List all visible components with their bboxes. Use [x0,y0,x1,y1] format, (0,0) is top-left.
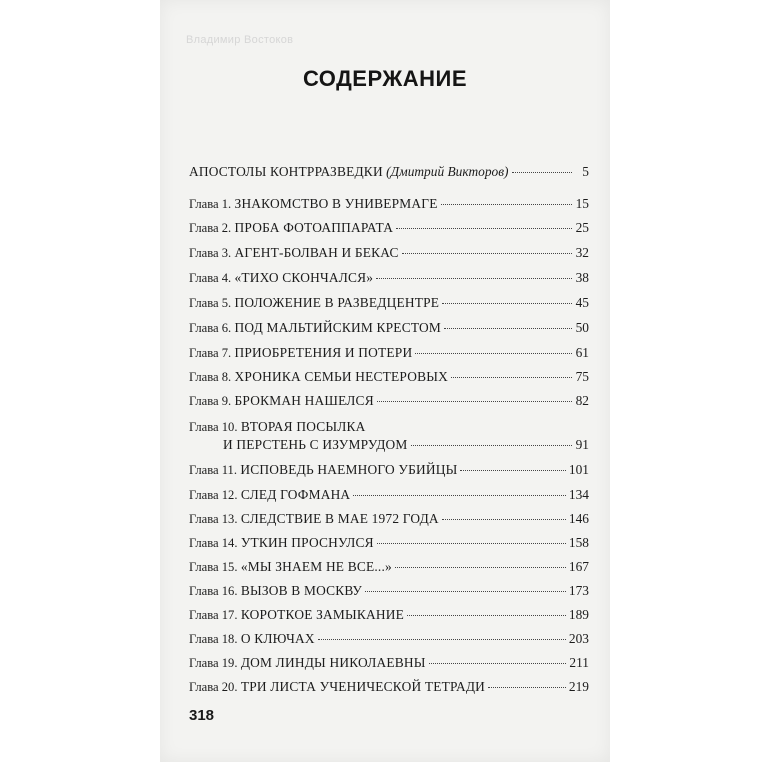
toc-entry-author: (Дмитрий Викторов) [386,164,509,179]
toc-entry-title: ЗНАКОМСТВО В УНИВЕРМАГЕ [234,196,438,211]
toc-entry-title: ПРОБА ФОТОАППАРАТА [234,220,394,235]
dot-leader [441,204,572,205]
chapter-number: Глава 9. [189,394,232,408]
toc-entry-page: 38 [575,270,589,285]
toc-entry-page: 32 [575,245,589,260]
toc-entry-page: 173 [568,583,589,598]
toc-entry-chapter-10[interactable] [189,418,589,453]
toc-entry-title: УТКИН ПРОСНУЛСЯ [240,535,374,550]
toc-entry-page: 219 [568,679,589,694]
page-number: 318 [189,707,215,724]
dot-leader [396,228,572,229]
toc-entry-chapter-8[interactable] [189,368,589,386]
chapter-number: Глава 20. [189,680,238,694]
chapter-number: Глава 13. [189,512,238,526]
dot-leader [377,543,566,544]
toc-entry-title: СЛЕД ГОФМАНА [240,487,351,502]
toc-entry-chapter-11[interactable] [189,461,589,479]
dot-leader [318,639,566,640]
chapter-number: Глава 14. [189,536,238,550]
dot-leader [442,303,572,304]
dot-leader [407,615,566,616]
toc-entry-title: АПОСТОЛЫ КОНТРРАЗВЕДКИ [189,164,383,179]
toc-entry-page: 5 [582,164,589,179]
dot-leader [365,591,566,592]
toc-entry-chapter-1[interactable] [189,195,589,213]
toc-entry-title-continued: И ПЕРСТЕНЬ С ИЗУМРУДОМ [223,437,408,452]
toc-entry-title: СЛЕДСТВИЕ В МАЕ 1972 ГОДА [240,511,439,526]
toc-entry-title: БРОКМАН НАШЕЛСЯ [234,393,374,408]
toc-entry-page: 167 [568,559,589,574]
chapter-number: Глава 12. [189,488,238,502]
chapter-number: Глава 16. [189,584,238,598]
chapter-number: Глава 8. [189,370,232,384]
toc-entry-chapter-3[interactable] [189,244,589,262]
dot-leader [376,278,572,279]
toc-entry-title: КОРОТКОЕ ЗАМЫКАНИЕ [240,607,405,622]
toc-entry-chapter-5[interactable] [189,294,589,312]
chapter-number: Глава 2. [189,221,232,235]
toc-entry-chapter-2[interactable] [189,219,589,237]
toc-entry-page: 45 [575,295,589,310]
dot-leader [442,519,566,520]
dot-leader [488,687,566,688]
toc-entry-chapter-6[interactable] [189,319,589,337]
toc-entry-page: 189 [568,607,589,622]
toc-entry-title: ВТОРАЯ ПОСЫЛКА [240,419,366,434]
dot-leader [402,253,572,254]
dot-leader [415,353,572,354]
chapter-number: Глава 7. [189,346,232,360]
chapter-number: Глава 1. [189,197,232,211]
chapter-number: Глава 17. [189,608,238,622]
chapter-number: Глава 15. [189,560,238,574]
toc-entry-page: 75 [575,369,589,384]
toc-entry-page: 211 [569,655,589,670]
toc-entry-title: ВЫЗОВ В МОСКВУ [240,583,363,598]
toc-entry-page: 134 [568,487,589,502]
dot-leader [395,567,566,568]
toc-entry-chapter-12[interactable] [189,486,589,504]
chapter-number: Глава 19. [189,656,238,670]
running-head: Владимир Востоков [186,34,294,46]
toc-entry-page: 50 [575,320,589,335]
chapter-number: Глава 3. [189,246,232,260]
toc-entry-page: 158 [568,535,589,550]
toc-entry-title: О КЛЮЧАХ [240,631,315,646]
toc-entry-title: ИСПОВЕДЬ НАЕМНОГО УБИЙЦЫ [240,462,458,477]
dot-leader [444,328,572,329]
page-title: СОДЕРЖАНИЕ [302,66,468,91]
toc-entry-title: ПОД МАЛЬТИЙСКИМ КРЕСТОМ [234,320,442,335]
toc-entry-title: ПРИОБРЕТЕНИЯ И ПОТЕРИ [234,345,413,360]
chapter-number: Глава 10. [189,420,238,434]
toc-entry-page: 101 [568,462,589,477]
chapter-number: Глава 4. [189,271,232,285]
dot-leader [377,401,572,402]
toc-entry-title: ХРОНИКА СЕМЬИ НЕСТЕРОВЫХ [234,369,448,384]
toc-entry-title: АГЕНТ-БОЛВАН И БЕКАС [234,245,399,260]
dot-leader [460,470,565,471]
toc-entry-title: ДОМ ЛИНДЫ НИКОЛАЕВНЫ [240,655,426,670]
toc-entry-chapter-7[interactable] [189,344,589,362]
toc-entry-chapter-19[interactable] [189,654,589,672]
toc-entry-page: 25 [575,220,589,235]
toc-entry-page: 61 [575,345,589,360]
toc-entry-page: 15 [575,196,589,211]
toc-entry-intro[interactable] [189,163,589,180]
book-page [160,0,610,762]
dot-leader [411,445,572,446]
toc-entry-chapter-13[interactable] [189,510,589,528]
toc-entry-title: ТРИ ЛИСТА УЧЕНИЧЕСКОЙ ТЕТРАДИ [240,679,486,694]
dot-leader [353,495,566,496]
chapter-number: Глава 6. [189,321,232,335]
toc-entry-chapter-20[interactable] [189,678,589,696]
dot-leader [429,663,567,664]
toc-entry-page: 203 [568,631,589,646]
toc-entry-page: 91 [575,437,589,452]
toc-entry-chapter-17[interactable] [189,606,589,624]
toc-entry-chapter-15[interactable] [189,558,589,576]
toc-entry-chapter-9[interactable] [189,392,589,410]
chapter-number: Глава 18. [189,632,238,646]
dot-leader [451,377,572,378]
toc-entry-page: 82 [575,393,589,408]
chapter-number: Глава 5. [189,296,232,310]
toc-entry-chapter-18[interactable] [189,630,589,648]
dot-leader [512,172,573,173]
toc-entry-title: «ТИХО СКОНЧАЛСЯ» [234,270,374,285]
toc-entry-title: ПОЛОЖЕНИЕ В РАЗВЕДЦЕНТРЕ [234,295,440,310]
toc-entry-title: «МЫ ЗНАЕМ НЕ ВСЕ...» [240,559,392,574]
toc-entry-chapter-4[interactable] [189,269,589,287]
toc-entry-chapter-14[interactable] [189,534,589,552]
toc-entry-page: 146 [568,511,589,526]
chapter-number: Глава 11. [189,463,238,477]
toc-entry-chapter-16[interactable] [189,582,589,600]
